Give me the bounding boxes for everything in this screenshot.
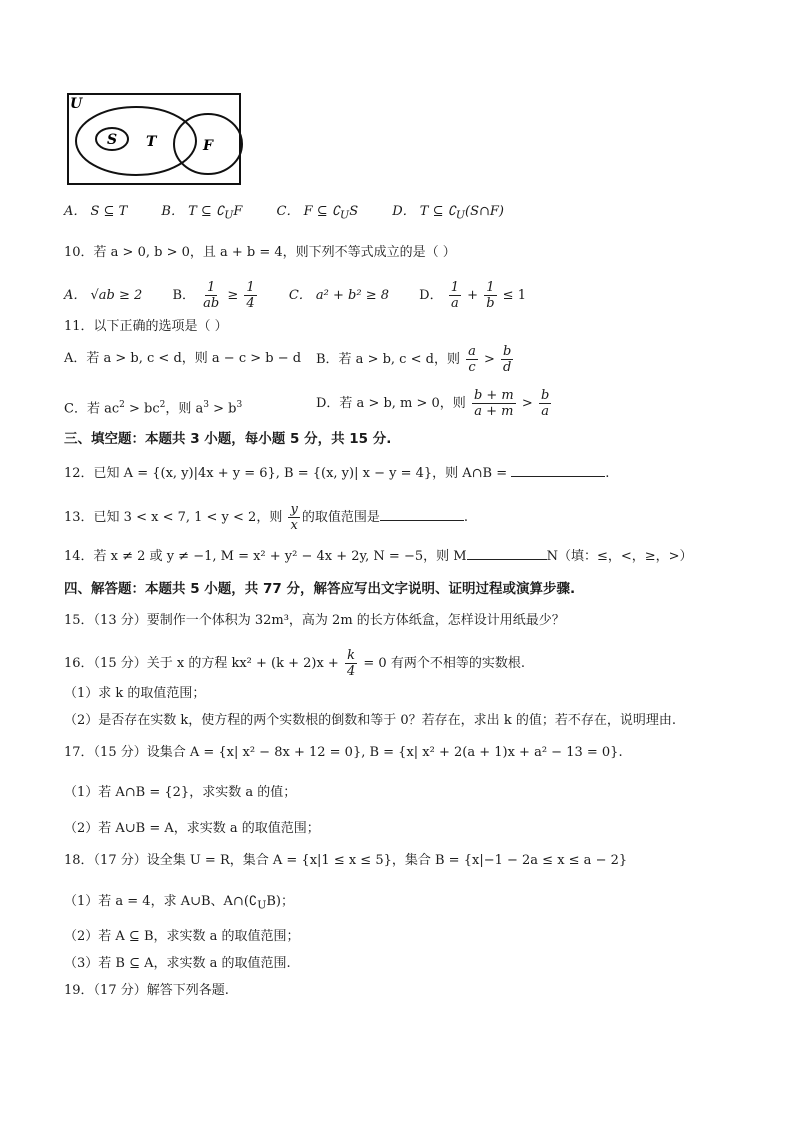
q10-option-a: A． √ab ≥ 2 <box>64 288 143 303</box>
q9-option-d: D． T ⊆ $∁_U(S\cap F)$ <box>392 204 504 222</box>
q18-stem: 18．（17 分）设全集 U = R，集合 A = {x|1 ≤ x ≤ 5}，集合 B = {x|−1 − 2a ≤ x ≤ a − 2} <box>64 853 628 868</box>
q17-part-2: （2）若 A∪B = A，求实数 a 的取值范围； <box>64 821 320 836</box>
venn-label-f: F <box>203 138 213 154</box>
section-3-heading: 三、填空题：本题共 3 小题，每小题 5 分，共 15 分. <box>64 431 392 447</box>
q9-option-a: A． S ⊆ T <box>64 204 128 219</box>
q16-part-2: （2）是否存在实数 k，使方程的两个实数根的倒数和等于 0？若存在，求出 k 的值；若不存在，说明理由. <box>64 713 676 728</box>
venn-label-u: U <box>70 96 83 112</box>
q17-part-1: （1）若 A∩B = {2}，求实数 a 的值； <box>64 785 297 800</box>
q12-answer-blank[interactable] <box>511 462 605 477</box>
venn-label-t: T <box>146 134 157 150</box>
q10-options <box>64 280 526 311</box>
q18-part-2: （2）若 A ⊆ B，求实数 a 的取值范围； <box>64 929 300 944</box>
q9-option-b: B． T ⊆ $∁_UF$ <box>161 204 243 222</box>
q10-option-b: B． $\frac{1}{ab}$ ≥ $\frac{1}{4}$ <box>172 280 255 311</box>
q10-option-c: C． a² + b² ≥ 8 <box>288 288 390 303</box>
q13: 13．已知 3 < x < 7, 1 < y < 2，则 $\frac{y}{x}$ 的取值范围是 . <box>64 502 468 533</box>
q19: 19．（17 分）解答下列各题. <box>64 983 229 998</box>
q18-part-3: （3）若 B ⊆ A，求实数 a 的取值范围. <box>64 956 291 971</box>
q11-option-b: B．若 a > b, c < d，则 $\frac{a}{c}$ > $\frac{b}{d}$ <box>316 344 512 375</box>
venn-diagram <box>64 92 244 188</box>
venn-label-s: S <box>107 132 118 148</box>
q15: 15．（13 分）要制作一个体积为 32m³，高为 2m 的长方体纸盒，怎样设计用纸最少？ <box>64 613 565 628</box>
q9-option-c: C． F ⊆ $∁_US$ <box>276 204 359 222</box>
q16-part-1: （1）求 k 的取值范围； <box>64 686 206 701</box>
q12: 12．已知 A = {(x, y)|4x + y = 6}, B = {(x, y)| x − y = 4}，则 A∩B = . <box>64 462 609 483</box>
q11-stem: 11．以下正确的选项是（ ） <box>64 319 228 334</box>
q10-stem: 10．若 a > 0, b > 0，且 a + b = 4，则下列不等式成立的是（ ） <box>64 245 456 260</box>
q11-option-c: C．若 $ac^2 > bc^2$，则 $a^3 > b^3$ <box>64 400 243 417</box>
q14-answer-blank[interactable] <box>467 545 547 560</box>
q17-stem: 17．（15 分）设集合 A = {x| x² − 8x + 12 = 0}, B = {x| x² + 2(a + 1)x + a² − 13 = 0}. <box>64 745 623 760</box>
q10-option-d: D． $\frac{1}{a}$ + $\frac{1}{b}$ ≤ 1 <box>419 280 526 311</box>
q11-option-d: D．若 a > b, m > 0，则 $\frac{b + m}{a + m}$ > $\frac{b}{a}$ <box>316 388 550 419</box>
q9-options <box>64 203 504 225</box>
q14: 14．若 x ≠ 2 或 y ≠ −1, M = x² + y² − 4x + 2y, N = −5，则 M N（填：≤，<，≥，>） <box>64 545 693 566</box>
section-4-heading: 四、解答题：本题共 5 小题，共 77 分，解答应写出文字说明、证明过程或演算步骤. <box>64 581 576 597</box>
q18-part-1: （1）若 a = 4，求 A∪B、$A\cap(∁_UB)$； <box>64 894 294 912</box>
set-t-ellipse <box>76 107 196 175</box>
q13-answer-blank[interactable] <box>380 506 464 521</box>
q16-stem: 16．（15 分）关于 x 的方程 kx² + (k + 2)x + $\frac{k}{4}$ = 0 有两个不相等的实数根. <box>64 648 525 679</box>
q11-option-a: A．若 a > b, c < d，则 a − c > b − d <box>64 351 302 366</box>
